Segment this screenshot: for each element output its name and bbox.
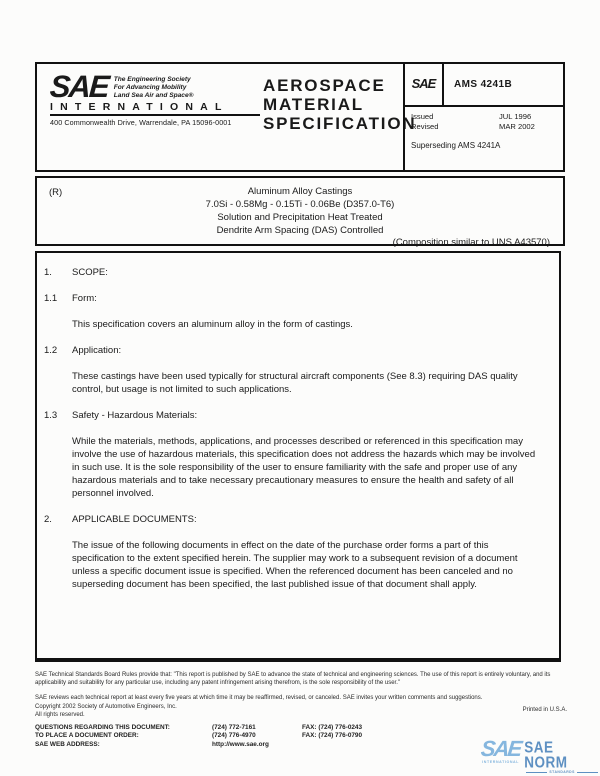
revised-date: MAR 2002 — [499, 121, 535, 131]
section-title: SCOPE: — [72, 267, 108, 278]
header-block — [35, 62, 565, 172]
sae-logo-block — [48, 69, 266, 127]
revision-mark: (R) — [49, 187, 63, 198]
contact-label: SAE WEB ADDRESS: — [35, 740, 100, 748]
section-title: Application: — [72, 345, 122, 356]
title-line: Dendrite Arm Spacing (DAS) Controlled — [216, 225, 384, 236]
section-heading-application — [44, 344, 537, 357]
issued-date: JUL 1996 — [499, 112, 532, 121]
document-title — [37, 178, 563, 237]
tagline-line: The Engineering Society — [113, 76, 191, 83]
composition-note: (Composition similar to UNS A43570) — [392, 237, 550, 248]
printed-in-usa: Printed in U.S.A. — [522, 707, 567, 713]
logo-divider — [50, 114, 260, 116]
contact-fax: FAX: (724) 776-0790 — [302, 732, 363, 740]
sae-international-label: INTERNATIONAL — [50, 101, 229, 113]
sae-norm-watermark — [479, 736, 600, 774]
doc-number-panel — [403, 64, 563, 170]
section-text-safety: While the materials, methods, applications, and processes described or referenced in this specification may involve the use of hazardous materials, this specification does not address the hazards which may be involved in such use. It is the sole responsibility of the user to ensure familiarity with the safe and proper use of any hazardous materials and to take necessary precautionary measures to ensure the health and safety of all personnel involved. — [72, 436, 536, 499]
sae-norm-subtitle: STANDARDS — [524, 770, 600, 774]
section-number: 1.3 — [44, 410, 58, 421]
legal-notice-review: SAE reviews each technical report at least every five years at which time it may be reaffirmed, revised, or canceled. SAE invites your written comments and suggestions. — [35, 695, 483, 701]
document-body — [35, 251, 561, 662]
legal-notice-rules: SAE Technical Standards Board Rules provide that: "This report is published by SAE to advance the state of technical and engineering sciences. The use of this report is entirely voluntary, and its applicability and suitability for any particular use, including any patent infringement arising therefrom, is the sole responsibility of the user." — [35, 672, 551, 686]
section-title: Form: — [72, 293, 97, 304]
sae-norm-wordmark: SAE NORM — [524, 738, 568, 772]
doc-type-line: SPECIFICATION — [263, 114, 417, 133]
section-title: APPLICABLE DOCUMENTS: — [72, 514, 197, 525]
contact-row-web — [35, 741, 362, 749]
revised-label: Revised — [411, 121, 439, 131]
contact-phone: (724) 772-7161 — [212, 724, 256, 731]
document-number: AMS 4241B — [454, 79, 513, 90]
section-heading-form — [44, 292, 537, 305]
section-title: Safety - Hazardous Materials: — [72, 410, 198, 421]
superseding-note: Superseding AMS 4241A — [411, 141, 501, 150]
section-number: 1. — [44, 267, 52, 278]
title-line: Solution and Precipitation Heat Treated — [217, 212, 383, 223]
issued-label: Issued — [411, 112, 434, 121]
section-heading-safety — [44, 409, 537, 422]
revision-dates — [405, 107, 563, 151]
contact-row-questions — [35, 724, 362, 732]
contact-phone: (724) 776-4970 — [212, 732, 256, 740]
sae-norm-logo-left — [479, 736, 522, 764]
section-number: 2. — [44, 514, 52, 525]
sae-logo-small: SAE — [405, 64, 444, 105]
tagline-line: Land Sea Air and Space® — [113, 91, 194, 99]
sae-norm-international: INTERNATIONAL — [482, 760, 520, 764]
sae-address: 400 Commonwealth Drive, Warrendale, PA 15096-0001 — [50, 118, 232, 127]
doc-type-line: AEROSPACE — [263, 76, 386, 95]
section-number: 1.2 — [44, 345, 58, 356]
sae-norm-logo-right — [524, 739, 600, 774]
doc-number-row — [405, 64, 563, 107]
section-heading-scope — [44, 266, 537, 279]
sae-logo: SAE — [48, 69, 110, 104]
rights-line: All rights reserved. — [35, 712, 85, 718]
tagline-line: For Advancing Mobility — [113, 83, 187, 91]
sae-norm-sae-icon: SAE — [479, 736, 522, 761]
sae-tagline — [114, 74, 194, 99]
contact-label: TO PLACE A DOCUMENT ORDER: — [35, 732, 139, 740]
contact-fax: FAX: (724) 776-0243 — [302, 724, 363, 731]
contact-label: QUESTIONS REGARDING THIS DOCUMENT: — [35, 724, 170, 731]
document-type-title — [263, 76, 416, 133]
revised-row — [411, 122, 559, 132]
contact-info — [35, 724, 362, 749]
copyright-line: Copyright 2002 Society of Automotive Engineers, Inc. — [35, 704, 177, 710]
contact-row-orders — [35, 732, 362, 740]
section-text-application: These castings have been used typically for structural aircraft components (See 8.3) requiring DAS quality control, but usage is not limited to such applications. — [72, 371, 518, 395]
title-line: 7.0Si - 0.58Mg - 0.15Ti - 0.06Be (D357.0-T6) — [205, 199, 395, 210]
section-text-applicable-documents: The issue of the following documents in effect on the date of the purchase order forms a part of this specification to the extent specified herein. The supplier may work to a subsequent revision of a document unless a specific document issue is specified. When the referenced document has been canceled and no superseding document has been specified, the last published issue of that document shall apply. — [72, 540, 518, 590]
issued-row — [411, 112, 559, 122]
title-line: Aluminum Alloy Castings — [247, 186, 353, 197]
sae-logo-row — [48, 69, 266, 104]
section-text-form: This specification covers an aluminum alloy in the form of castings. — [72, 319, 353, 330]
doc-type-line: MATERIAL — [263, 95, 364, 114]
section-heading-applicable-documents — [44, 513, 537, 526]
contact-web-address: http://www.sae.org — [212, 740, 269, 748]
section-number: 1.1 — [44, 293, 58, 304]
title-block — [35, 176, 565, 246]
